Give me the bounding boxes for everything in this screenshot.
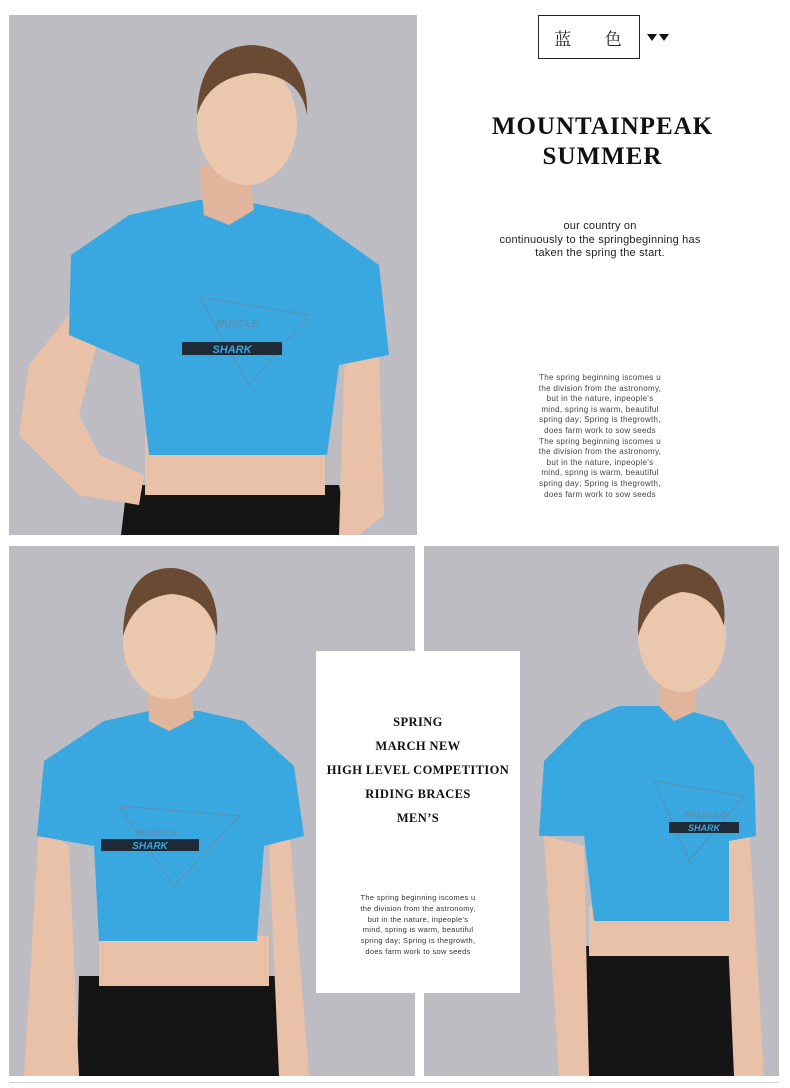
promo-body-line: does farm work to sow seeds (365, 946, 471, 956)
promo-body-line: the division from the astronomy, (360, 903, 476, 913)
headline (455, 112, 750, 172)
promo-body-line: spring day; Spring is thegrowth, (360, 936, 476, 946)
body-line: mind, spring is warm, beautiful (541, 404, 659, 414)
body-line: The spring beginning iscomes u (539, 373, 661, 382)
promo-card (316, 651, 520, 993)
subline (450, 220, 750, 261)
divider (9, 1082, 779, 1083)
body-line: but in the nature, inpeople's (546, 457, 654, 467)
body-line: but in the nature, inpeople's (546, 394, 654, 404)
down-arrow-icon (647, 34, 657, 41)
body-line: spring day; Spring is thegrowth, (539, 415, 661, 425)
body-line: the division from the astronomy, (538, 447, 662, 457)
shirt-print-bottom: SHARK (132, 841, 168, 852)
subline-line: continuously to the springbeginning has (499, 233, 701, 246)
shirt-print-top: MUSCLE (684, 810, 728, 821)
promo-card-body (316, 893, 520, 958)
promo-line: RIDING BRACES (365, 787, 471, 801)
shirt-print-top: MUSCLE (215, 319, 259, 330)
promo-line: MEN’S (396, 811, 440, 825)
promo-body-line: but in the nature, inpeople's (367, 914, 469, 924)
shirt-print-bottom: SHARK (212, 344, 252, 356)
body-line: does farm work to sow seeds (544, 425, 656, 435)
promo-line: MARCH NEW (375, 739, 461, 753)
subline-line: our country on (563, 220, 637, 232)
promo-card-title (316, 710, 520, 830)
headline-line: SUMMER (542, 143, 663, 170)
promo-body-line: The spring beginning iscomes u (360, 893, 476, 902)
body-line: The spring beginning iscomes u (539, 436, 661, 446)
model-illustration (9, 15, 417, 535)
down-arrow-icon (659, 34, 669, 41)
promo-line: SPRING (393, 715, 443, 729)
shirt-print-bottom: SHARK (687, 823, 721, 833)
body-line: the division from the astronomy, (538, 383, 662, 393)
body-line: mind, spring is warm, beautiful (541, 468, 659, 478)
shirt-print-top: MUSCLE (135, 828, 179, 839)
promo-line: HIGH LEVEL COMPETITION (326, 763, 510, 777)
body-line: does farm work to sow seeds (544, 489, 656, 499)
promo-body-line: mind, spring is warm, beautiful (362, 925, 474, 935)
color-variant-tag (538, 15, 640, 59)
color-variant-label: 蓝 色 (554, 29, 636, 50)
model-photo-front (9, 15, 417, 535)
subline-line: taken the spring the start. (535, 247, 665, 259)
body-text (500, 373, 700, 500)
body-line: spring day; Spring is thegrowth, (539, 478, 661, 488)
headline-line: MOUNTAINPEAK (491, 113, 714, 140)
